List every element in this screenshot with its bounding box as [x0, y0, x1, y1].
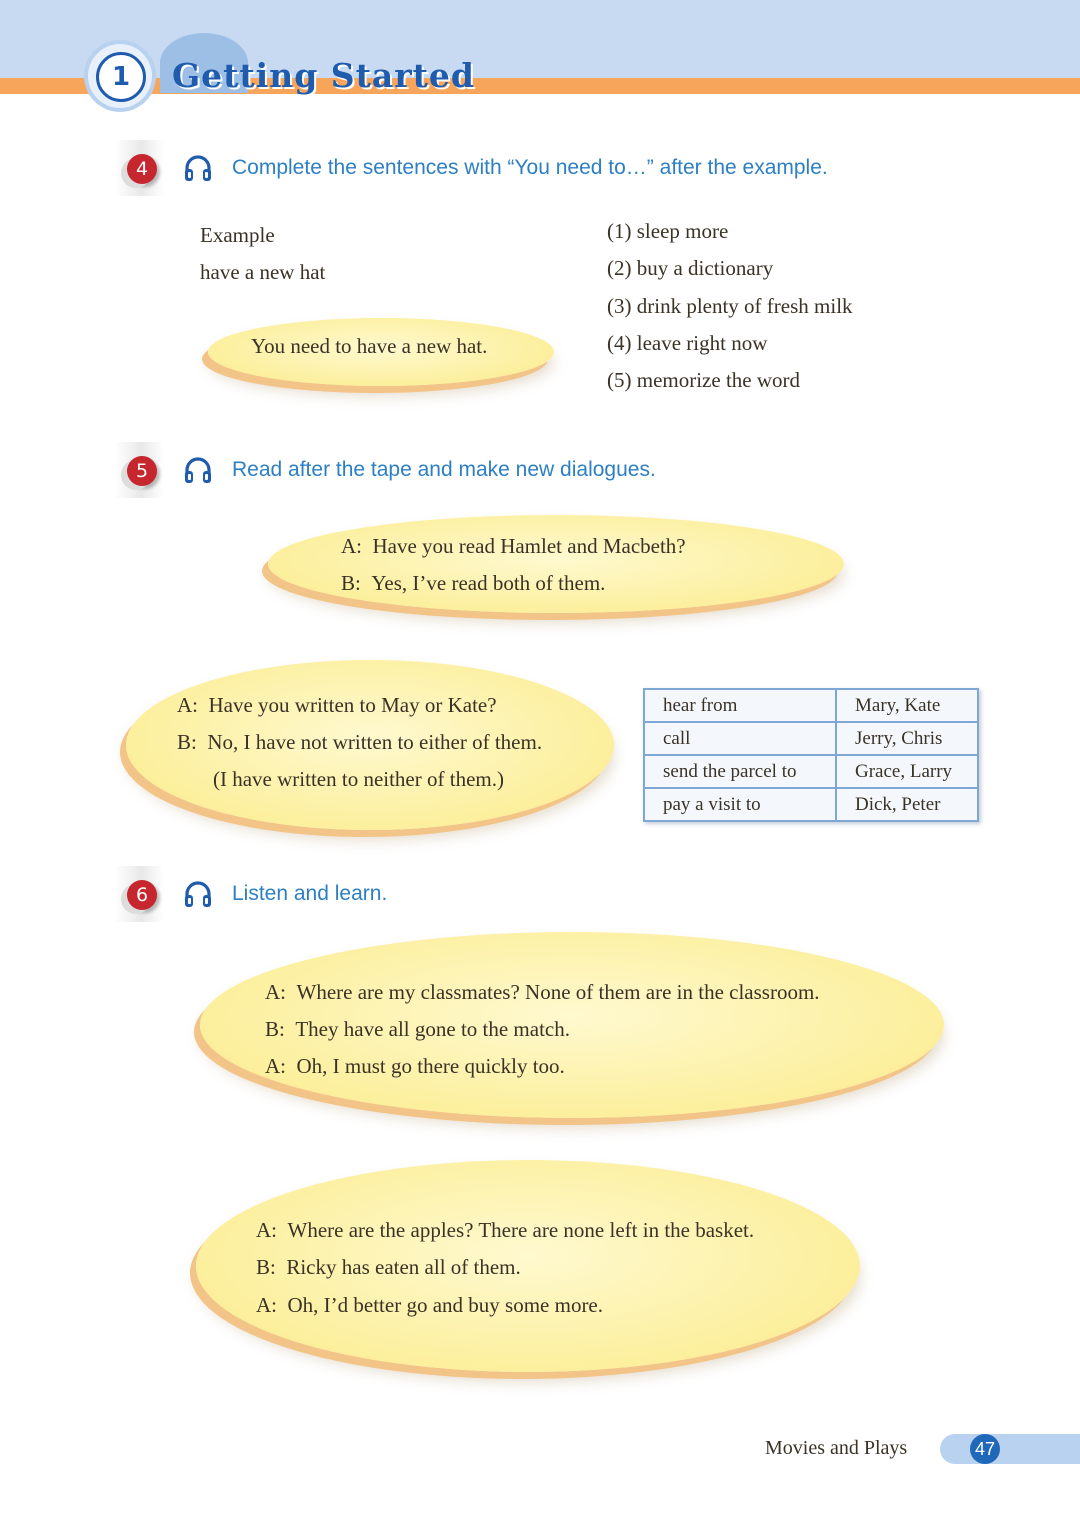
example-label: Example [200, 223, 275, 247]
table-cell: Mary, Kate [836, 689, 978, 722]
example-answer: You need to have a new hat. [251, 334, 488, 358]
footer-band [940, 1434, 1080, 1464]
dialogue-line: A: Oh, I must go there quickly too. [265, 1054, 565, 1078]
table-row [644, 722, 978, 755]
list-item: (3) drink plenty of fresh milk [607, 294, 853, 318]
table-cell: hear from [644, 689, 836, 722]
list-item: (1) sleep more [607, 219, 729, 243]
list-item: (5) memorize the word [607, 368, 801, 392]
table-cell: Jerry, Chris [836, 722, 978, 755]
headphones-icon[interactable] [183, 154, 213, 184]
table-cell: call [644, 722, 836, 755]
dialogue-line: A: Have you written to May or Kate? [177, 693, 497, 717]
section-5-number: 5 [127, 456, 157, 486]
unit-badge [88, 44, 152, 108]
section-4-number: 4 [127, 154, 157, 184]
section-4-instruction: Complete the sentences with “You need to…” after the example. [232, 156, 828, 179]
page-title: Getting Started [172, 56, 475, 95]
table-cell: Dick, Peter [836, 788, 978, 821]
dialogue-line: A: Oh, I’d better go and buy some more. [256, 1293, 604, 1317]
example-prompt: have a new hat [200, 260, 326, 284]
page-number: 47 [970, 1434, 1000, 1464]
dialogue-line: (I have written to neither of them.) [213, 767, 504, 791]
substitution-table [643, 688, 979, 822]
section-6-instruction: Listen and learn. [232, 882, 388, 905]
section-5-instruction: Read after the tape and make new dialogues. [232, 458, 656, 481]
dialogue-line: A: Have you read Hamlet and Macbeth? [341, 534, 686, 558]
header-gap [0, 94, 1080, 114]
headphones-icon[interactable] [183, 880, 213, 910]
table-row [644, 689, 978, 722]
list-item: (4) leave right now [607, 331, 768, 355]
dialogue-line: B: They have all gone to the match. [265, 1017, 570, 1041]
dialogue-line: B: Yes, I’ve read both of them. [341, 571, 606, 595]
table-row [644, 788, 978, 821]
unit-number: 1 [96, 52, 146, 102]
table-row [644, 755, 978, 788]
footer-unit-name: Movies and Plays [765, 1437, 908, 1459]
table-cell: Grace, Larry [836, 755, 978, 788]
headphones-icon[interactable] [183, 456, 213, 486]
table-cell: pay a visit to [644, 788, 836, 821]
dialogue-line: B: Ricky has eaten all of them. [256, 1255, 521, 1279]
dialogue-line: A: Where are my classmates? None of them are in the classroom. [265, 980, 820, 1004]
table-cell: send the parcel to [644, 755, 836, 788]
dialogue-line: A: Where are the apples? There are none left in the basket. [256, 1218, 755, 1242]
list-item: (2) buy a dictionary [607, 256, 774, 280]
dialogue-line: B: No, I have not written to either of them. [177, 730, 543, 754]
section-6-number: 6 [127, 880, 157, 910]
